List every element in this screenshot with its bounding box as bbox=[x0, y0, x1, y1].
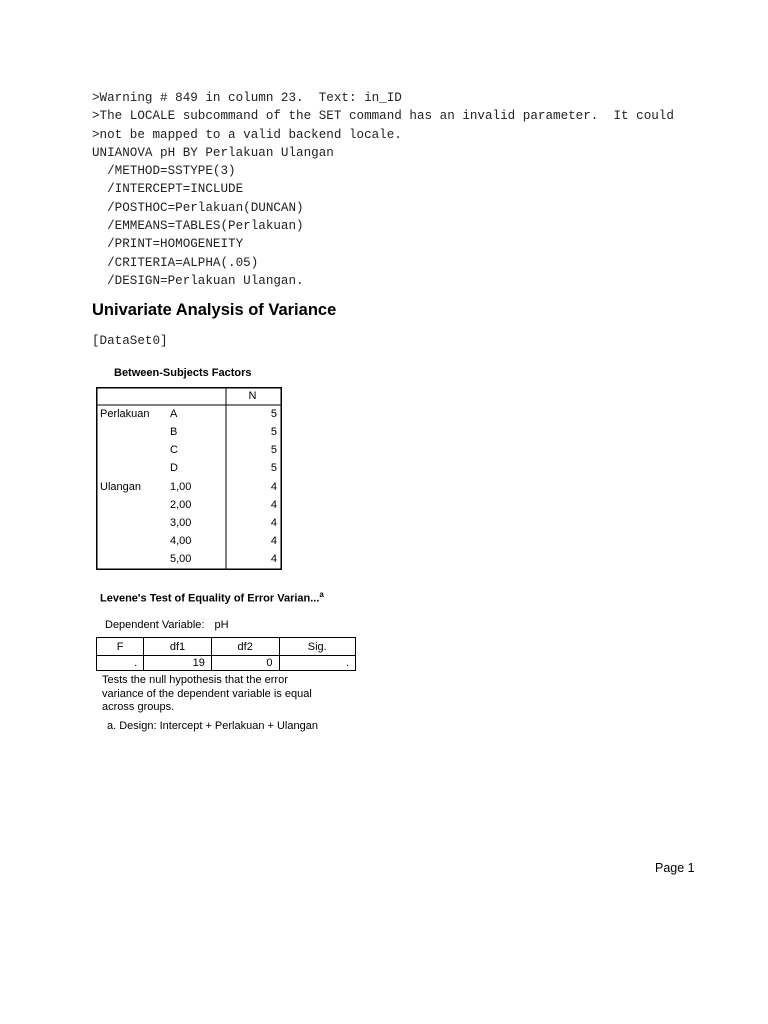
syntax-log bbox=[92, 89, 674, 290]
syntax-line: >not be mapped to a valid backend locale. bbox=[92, 127, 402, 142]
syntax-line: /INTERCEPT=INCLUDE bbox=[92, 182, 244, 197]
factor-cell: Perlakuan bbox=[100, 408, 150, 421]
factor-cell bbox=[96, 423, 166, 441]
syntax-line: /DESIGN=Perlakuan Ulangan. bbox=[92, 273, 304, 288]
levene-table-title: Levene's Test of Equality of Error Varian...$^a$ bbox=[100, 590, 324, 605]
table-row bbox=[96, 459, 281, 477]
n-cell: 5 bbox=[270, 408, 277, 421]
table-row bbox=[96, 405, 281, 423]
syntax-line: /CRITERIA=ALPHA(.05) bbox=[92, 255, 259, 270]
table-row bbox=[96, 532, 281, 550]
factor-cell bbox=[96, 550, 166, 568]
value-cell: 0 bbox=[211, 656, 279, 671]
note-line: across groups. bbox=[102, 701, 175, 713]
table-row bbox=[96, 514, 281, 532]
syntax-line: UNIANOVA pH BY Perlakuan Ulangan bbox=[92, 145, 334, 160]
table-row bbox=[96, 441, 281, 459]
syntax-line: /POSTHOC=Perlakuan(DUNCAN) bbox=[92, 200, 304, 215]
column-header: Sig. bbox=[279, 638, 355, 656]
level-cell: 2,00 bbox=[170, 498, 192, 511]
n-header: N bbox=[248, 390, 257, 403]
table-row bbox=[96, 496, 281, 514]
section-title: Univariate Analysis of Variance bbox=[92, 301, 337, 319]
syntax-line: /METHOD=SSTYPE(3) bbox=[92, 164, 236, 179]
table-row bbox=[96, 550, 281, 568]
level-cell: 4,00 bbox=[170, 534, 192, 547]
n-cell: 4 bbox=[270, 480, 277, 493]
factor-cell bbox=[96, 514, 166, 532]
levene-table bbox=[96, 637, 356, 671]
factor-cell bbox=[96, 496, 166, 514]
value-cell: 19 bbox=[144, 656, 212, 671]
table-row bbox=[96, 423, 281, 441]
factor-cell: Ulangan bbox=[100, 480, 141, 493]
dataset-label: [DataSet0] bbox=[92, 334, 168, 348]
n-cell: 5 bbox=[270, 426, 277, 439]
level-cell: 1,00 bbox=[170, 480, 192, 493]
column-header: F bbox=[97, 638, 144, 656]
level-cell: B bbox=[170, 426, 178, 439]
syntax-line: >Warning # 849 in column 23. Text: in_ID bbox=[92, 91, 402, 105]
column-header: df2 bbox=[211, 638, 279, 656]
note-line: variance of the dependent variable is equal bbox=[102, 687, 312, 700]
levene-note bbox=[102, 674, 312, 715]
page-number: Page 1 bbox=[655, 861, 695, 875]
note-line: Tests the null hypothesis that the error bbox=[102, 674, 288, 686]
n-cell: 5 bbox=[270, 462, 277, 475]
syntax-line: /PRINT=HOMOGENEITY bbox=[92, 237, 244, 252]
level-cell: 3,00 bbox=[170, 516, 192, 529]
factor-cell bbox=[96, 441, 166, 459]
design-footnote: a. Design: Intercept + Perlakuan + Ulangan bbox=[107, 720, 318, 732]
n-cell: 4 bbox=[270, 534, 277, 547]
n-cell: 5 bbox=[270, 444, 277, 457]
table-row bbox=[96, 477, 281, 495]
syntax-line: >The LOCALE subcommand of the SET command has an invalid parameter. It could bbox=[92, 109, 674, 124]
level-cell: D bbox=[170, 462, 178, 475]
n-cell: 4 bbox=[270, 552, 277, 565]
bsf-table-title: Between-Subjects Factors bbox=[114, 367, 252, 379]
level-cell: 5,00 bbox=[170, 552, 192, 565]
column-header: df1 bbox=[144, 638, 212, 656]
level-cell: A bbox=[170, 408, 178, 421]
between-subjects-factors-table bbox=[96, 387, 281, 568]
syntax-line: /EMMEANS=TABLES(Perlakuan) bbox=[92, 219, 304, 234]
factor-cell bbox=[96, 459, 166, 477]
n-cell: 4 bbox=[270, 498, 277, 511]
value-cell: . bbox=[279, 656, 355, 671]
value-cell: . bbox=[97, 656, 144, 671]
level-cell: C bbox=[170, 444, 178, 457]
factor-cell bbox=[96, 532, 166, 550]
dependent-variable: Dependent Variable: pH bbox=[105, 619, 229, 631]
footnote-marker: a bbox=[319, 590, 324, 599]
n-cell: 4 bbox=[270, 516, 277, 529]
